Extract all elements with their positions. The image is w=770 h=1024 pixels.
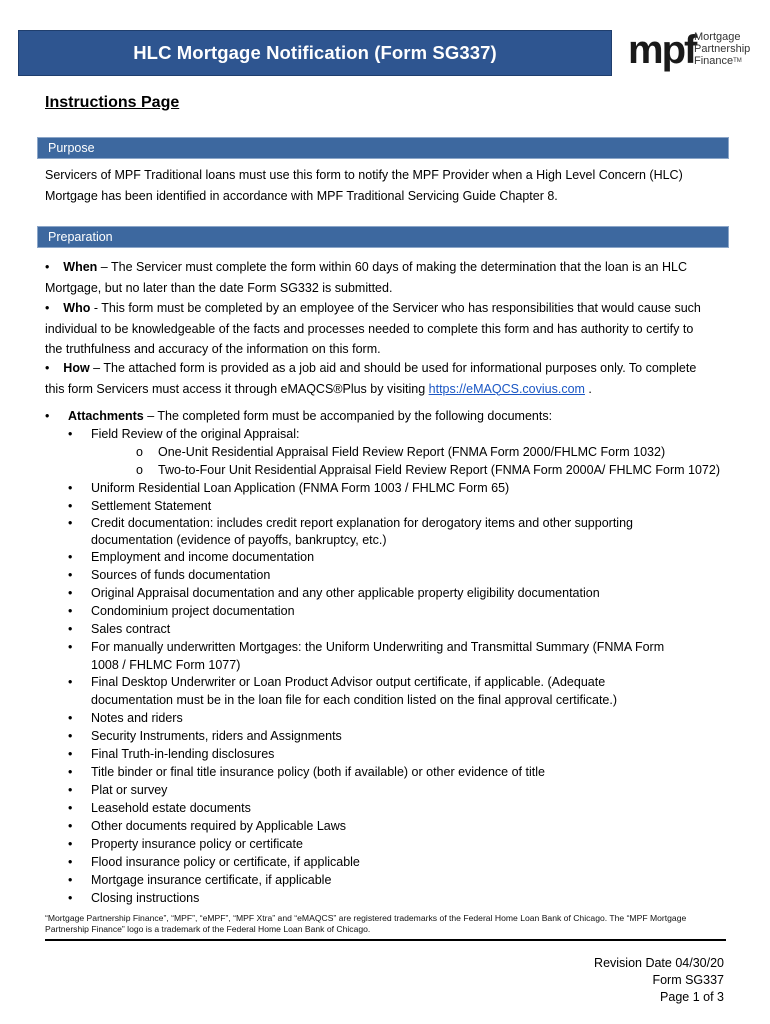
emaqcs-link[interactable]: https://eMAQCS.covius.com bbox=[428, 381, 585, 396]
bullet-icon: • bbox=[68, 586, 73, 600]
page-heading: Instructions Page bbox=[45, 94, 180, 111]
bullet-icon: • bbox=[68, 765, 73, 779]
list-item: • Mortgage insurance certificate, if applicable bbox=[68, 873, 332, 887]
bullet-icon: • bbox=[68, 550, 73, 564]
list-item: • Title binder or final title insurance policy (both if available) or other evidence of title bbox=[68, 765, 545, 779]
purpose-text: Servicers of MPF Traditional loans must use this form to notify the MPF Provider when a High Level Concern (HLC) Mortgage has been identified in accordance with MPF Traditional Servicing Guide Chapter 8. bbox=[45, 168, 683, 203]
list-item: • Final Truth-in-lending disclosures bbox=[68, 747, 275, 761]
list-item: • Closing instructions bbox=[68, 891, 200, 905]
list-item: • Uniform Residential Loan Application (FNMA Form 1003 / FHLMC Form 65) bbox=[68, 481, 510, 495]
bullet-icon: • bbox=[68, 604, 73, 618]
bullet-icon: • bbox=[68, 729, 73, 743]
list-item: • Field Review of the original Appraisal: bbox=[68, 427, 300, 441]
bullet-icon: • bbox=[68, 499, 73, 513]
bullet-icon: • bbox=[68, 675, 73, 689]
list-item: • Security Instruments, riders and Assignments bbox=[68, 729, 342, 743]
list-item: • Credit documentation: includes credit report explanation for derogatory items and other supporting documentation (evidence of payoffs, bankruptcy, etc.) bbox=[68, 516, 633, 547]
bullet-icon: • bbox=[68, 640, 73, 654]
list-item: • Condominium project documentation bbox=[68, 604, 295, 618]
bullet-icon: • bbox=[68, 801, 73, 815]
title-bar bbox=[18, 30, 612, 76]
bullet-icon: • bbox=[68, 891, 73, 905]
list-item: • Plat or survey bbox=[68, 783, 168, 797]
logo-name: Mortgage Partnership Finance™ bbox=[694, 31, 751, 67]
page-number: Page 1 of 3 bbox=[660, 990, 724, 1004]
list-item: • For manually underwritten Mortgages: the Uniform Underwriting and Transmittal Summary (FNMA Form 1008 / FHLMC Form 1077) bbox=[68, 640, 665, 672]
preparation-when: • When – The Servicer must complete the form within 60 days of making the determination that the loan is an HLC Mortgage, but no later than the date Form SG332 is submitted. bbox=[45, 260, 687, 295]
preparation-who: • Who - This form must be completed by an employee of the Servicer who has responsibilities that would cause such individual to be knowledgeable of the facts and processes needed to complete this form and has authority to certify to the truthfulness and accuracy of the information on this form. bbox=[45, 301, 701, 356]
revision-block bbox=[594, 955, 724, 1006]
sub-bullet-icon: o bbox=[136, 445, 143, 459]
trademark-footnote: “Mortgage Partnership Finance”, “MPF”, “eMPF”, “MPF Xtra” and “eMAQCS” are registered trademarks of the Federal Home Loan Bank of Chicago. The “MPF Mortgage Partnership Finance” logo is a trademark of the Federal Home Loan Bank of Chicago. bbox=[45, 913, 687, 934]
sub-list-item: o One-Unit Residential Appraisal Field Review Report (FNMA Form 2000/FHLMC Form 1032) bbox=[136, 445, 666, 459]
attachments-heading: • Attachments – The completed form must be accompanied by the following documents: bbox=[45, 409, 553, 423]
bullet-icon: • bbox=[68, 855, 73, 869]
footer-divider bbox=[45, 939, 726, 941]
bullet-icon: • bbox=[45, 409, 50, 423]
list-item: • Settlement Statement bbox=[68, 499, 212, 513]
bullet-icon: • bbox=[68, 747, 73, 761]
logo-mark: mpf bbox=[628, 28, 696, 72]
form-number: Form SG337 bbox=[652, 973, 724, 987]
bullet-icon: • bbox=[68, 819, 73, 833]
list-item: • Other documents required by Applicable Laws bbox=[68, 819, 347, 833]
list-item: • Final Desktop Underwriter or Loan Product Advisor output certificate, if applicable. (Adequate documentation must be in the loan file for each condition listed on the final approval certificate.) bbox=[68, 675, 618, 707]
bullet-icon: • bbox=[68, 837, 73, 851]
revision-date: Revision Date 04/30/20 bbox=[594, 956, 724, 970]
bullet-icon: • bbox=[68, 783, 73, 797]
mpf-logo bbox=[628, 30, 760, 76]
bullet-icon: • bbox=[68, 873, 73, 887]
list-item: • Original Appraisal documentation and any other applicable property eligibility documentation bbox=[68, 586, 600, 600]
bullet-icon: • bbox=[68, 711, 73, 725]
list-item: • Sources of funds documentation bbox=[68, 568, 271, 582]
preparation-how: • How – The attached form is provided as a job aid and should be used for informational purposes only. To complete this form Servicers must access it through eMAQCS®Plus by visiting https://eMAQCS.covius.com . bbox=[45, 361, 697, 396]
list-item: • Property insurance policy or certificate bbox=[68, 837, 303, 851]
list-item: • Leasehold estate documents bbox=[68, 801, 251, 815]
bullet-icon: • bbox=[45, 301, 50, 315]
bullet-icon: • bbox=[68, 622, 73, 636]
bullet-icon: • bbox=[45, 361, 50, 375]
sub-list-item: o Two-to-Four Unit Residential Appraisal Field Review Report (FNMA Form 2000A/ FHLMC Form 1072) bbox=[136, 463, 720, 477]
list-item: • Sales contract bbox=[68, 622, 171, 636]
bullet-icon: • bbox=[68, 516, 73, 530]
form-title: HLC Mortgage Notification (Form SG337) bbox=[133, 42, 497, 63]
list-item: • Notes and riders bbox=[68, 711, 183, 725]
preparation-section-header: Preparation bbox=[37, 226, 729, 248]
bullet-icon: • bbox=[68, 427, 73, 441]
list-item: • Flood insurance policy or certificate, if applicable bbox=[68, 855, 360, 869]
bullet-icon: • bbox=[45, 260, 50, 274]
purpose-section-header: Purpose bbox=[37, 137, 729, 159]
list-item: • Employment and income documentation bbox=[68, 550, 315, 564]
bullet-icon: • bbox=[68, 481, 73, 495]
bullet-icon: • bbox=[68, 568, 73, 582]
sub-bullet-icon: o bbox=[136, 463, 143, 477]
